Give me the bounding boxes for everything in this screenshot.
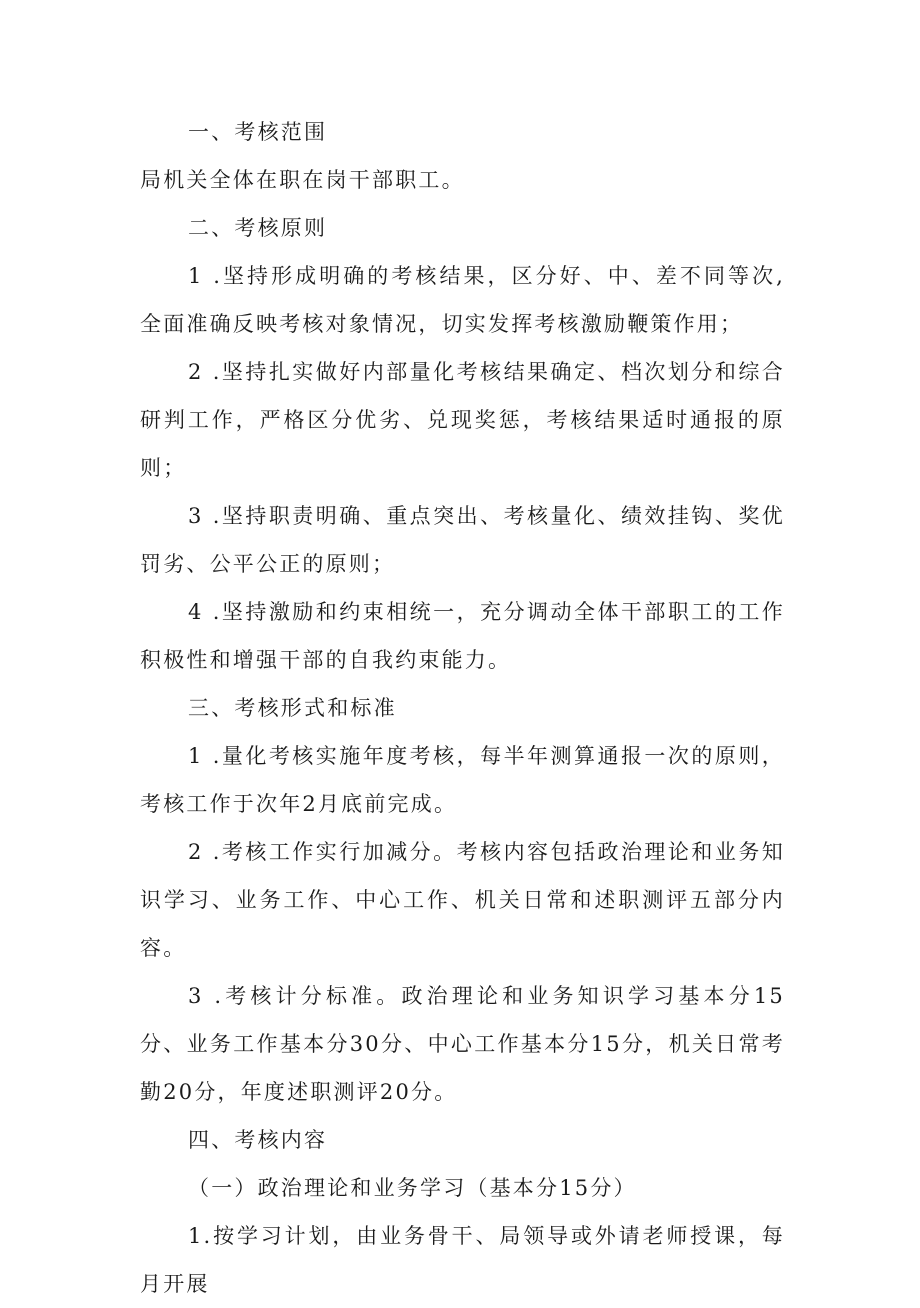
- form-standard-item-2: 2 .考核工作实行加减分。考核内容包括政治理论和业务知识学习、业务工作、中心工作、机关日常和述职测评五部分内容。: [140, 840, 785, 960]
- principle-item-1: 1 .坚持形成明确的考核结果，区分好、中、差不同等次,全面准确反映考核对象情况，切实发挥考核激励鞭策作用；: [140, 264, 785, 336]
- principle-item-4: 4 .坚持激励和约束相统一，充分调动全体干部职工的工作积极性和增强干部的自我约束能力。: [140, 600, 785, 672]
- subsection-heading-study: （一）政治理论和业务学习（基本分15分）: [188, 1176, 637, 1200]
- section-heading-content: 四、考核内容: [188, 1128, 328, 1152]
- scope-body: 局机关全体在职在岗干部职工。: [140, 168, 465, 192]
- section-heading-principles: 二、考核原则: [188, 216, 328, 240]
- document-body: [140, 108, 785, 1308]
- form-standard-item-3: 3 .考核计分标准。政治理论和业务知识学习基本分15分、业务工作基本分30分、中心工作基本分15分，机关日常考勤20分，年度述职测评20分。: [140, 984, 785, 1104]
- form-standard-item-1: 1 .量化考核实施年度考核，每半年测算通报一次的原则，考核工作于次年2月底前完成。: [140, 744, 785, 816]
- study-item-1: 1.按学习计划，由业务骨干、局领导或外请老师授课，每月开展: [140, 1224, 785, 1296]
- principle-item-2: 2 .坚持扎实做好内部量化考核结果确定、档次划分和综合研判工作，严格区分优劣、兑现奖惩，考核结果适时通报的原则；: [140, 360, 785, 480]
- section-heading-form-standard: 三、考核形式和标准: [188, 696, 397, 720]
- section-heading-scope: 一、考核范围: [188, 120, 328, 144]
- principle-item-3: 3 .坚持职责明确、重点突出、考核量化、绩效挂钩、奖优罚劣、公平公正的原则；: [140, 504, 785, 576]
